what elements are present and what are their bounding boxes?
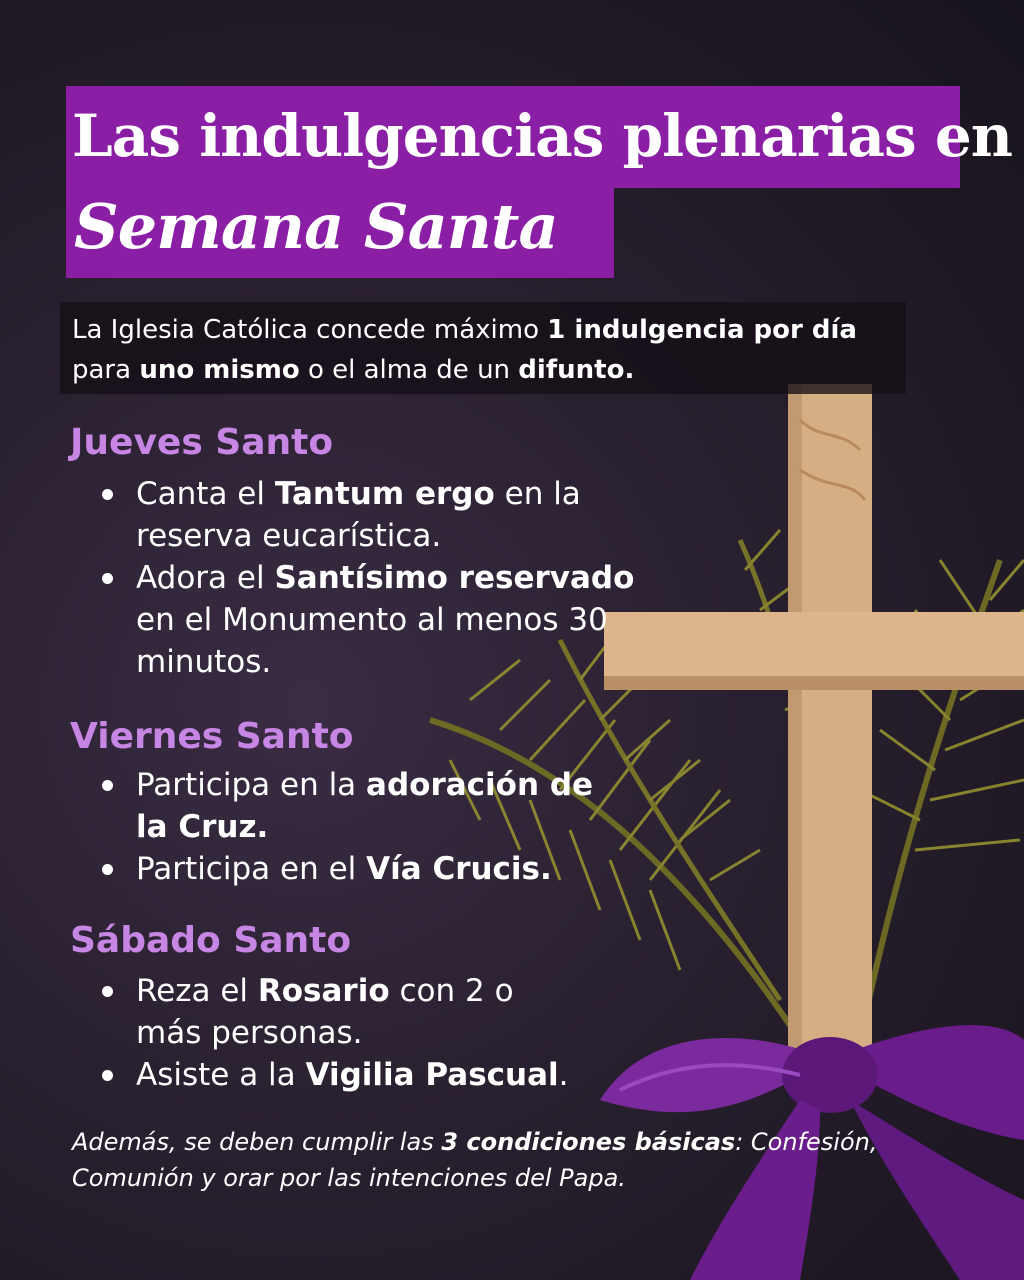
list-item: Adora el Santísimo reservado en el Monumento al menos 30 minutos. xyxy=(100,557,640,683)
list-item: Canta el Tantum ergo en la reserva eucarística. xyxy=(100,473,640,557)
intro-text: La Iglesia Católica concede máximo 1 indulgencia por día para uno mismo o el alma de un difunto. xyxy=(72,315,857,385)
list-viernes xyxy=(100,764,600,890)
footer-note: Además, se deben cumplir las 3 condiciones básicas: Confesión, Comunión y orar por las intenciones del Papa. xyxy=(72,1128,878,1192)
list-jueves xyxy=(100,473,640,683)
list-item: Reza el Rosario con 2 o más personas. xyxy=(100,970,516,1054)
list-item: Participa en el Vía Crucis. xyxy=(100,848,600,890)
list-sabado xyxy=(100,970,640,1096)
list-item: Participa en la adoración de la Cruz. xyxy=(100,764,600,848)
section-title-sabado: Sábado Santo xyxy=(70,920,352,961)
section-title-jueves: Jueves Santo xyxy=(70,422,334,463)
wooden-cross-image xyxy=(604,384,1024,1074)
list-item: Asiste a la Vigilia Pascual. xyxy=(100,1054,640,1096)
page-subtitle: Semana Santa xyxy=(74,190,558,263)
page-title: Las indulgencias plenarias en xyxy=(72,102,1012,170)
section-title-viernes: Viernes Santo xyxy=(70,716,354,757)
